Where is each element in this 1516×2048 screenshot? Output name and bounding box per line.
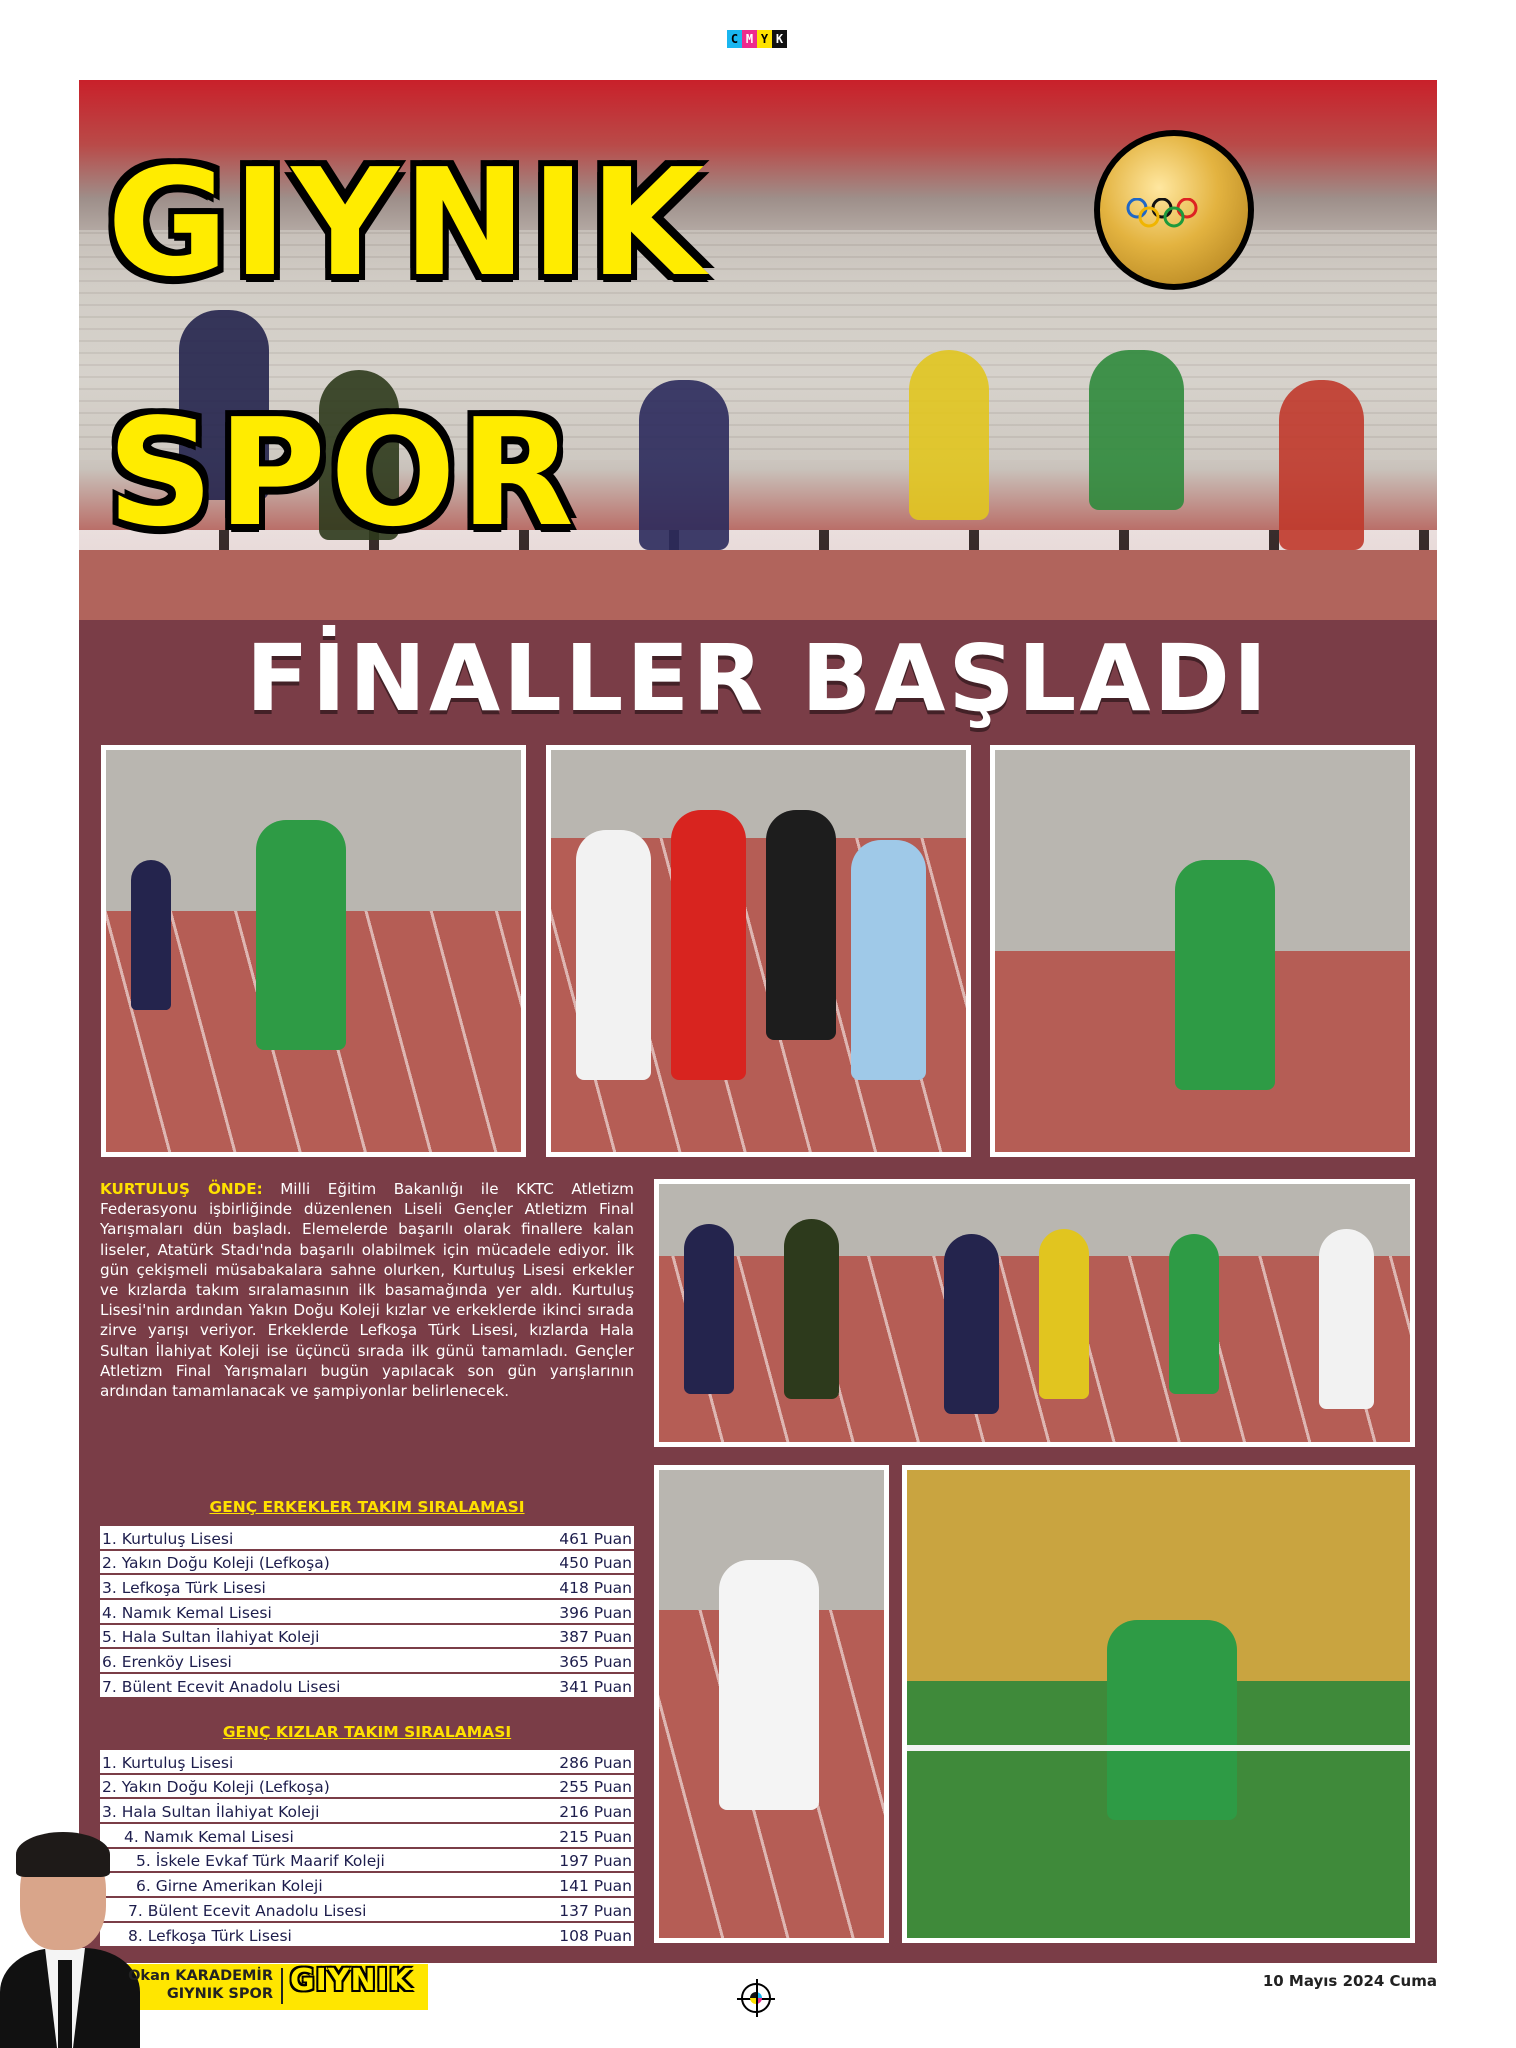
team-name: 4. Namık Kemal Lisesi: [102, 1603, 272, 1622]
team-name: 8. Lefkoşa Türk Lisesi: [128, 1926, 292, 1945]
headline: FİNALLER BAŞLADI: [245, 625, 1271, 732]
team-score: 286 Puan: [559, 1753, 632, 1772]
team-name: 4. Namık Kemal Lisesi: [124, 1827, 294, 1846]
table-row: [100, 1799, 634, 1824]
team-name: 1. Kurtuluş Lisesi: [102, 1529, 234, 1548]
photo-boys-sprint: [654, 1179, 1415, 1447]
registration-mark-icon: [741, 1983, 771, 2013]
boys-ranking-table: [100, 1526, 634, 1699]
article-lead: KURTULUŞ ÖNDE:: [100, 1180, 263, 1198]
table-row: [100, 1526, 634, 1551]
table-row: [100, 1849, 634, 1874]
team-score: 450 Puan: [559, 1554, 632, 1573]
issue-date: 10 Mayıs 2024 Cuma: [1262, 1972, 1437, 1990]
team-name: 2. Yakın Doğu Koleji (Lefkoşa): [102, 1778, 330, 1797]
team-score: 197 Puan: [559, 1852, 632, 1871]
table-row: [100, 1873, 634, 1898]
athlete-figure: [639, 380, 729, 550]
team-name: 7. Bülent Ecevit Anadolu Lisesi: [128, 1901, 367, 1920]
author-credit: [123, 1967, 273, 2003]
team-score: 215 Puan: [559, 1827, 632, 1846]
team-score: 255 Puan: [559, 1778, 632, 1797]
team-score: 418 Puan: [559, 1579, 632, 1598]
boys-ranking-title: GENÇ ERKEKLER TAKIM SIRALAMASI: [209, 1498, 525, 1516]
table-row: [100, 1898, 634, 1923]
team-score: 461 Puan: [559, 1529, 632, 1548]
cmyk-k: K: [772, 30, 787, 48]
team-name: 6. Girne Amerikan Koleji: [136, 1877, 323, 1896]
table-row: [100, 1551, 634, 1576]
team-score: 216 Puan: [559, 1803, 632, 1822]
sports-page: [79, 80, 1437, 1963]
photo-long-jump: [101, 745, 526, 1157]
team-name: 2. Yakın Doğu Koleji (Lefkoşa): [102, 1554, 330, 1573]
table-row: [100, 1775, 634, 1800]
article-text: [100, 1179, 634, 1401]
team-score: 341 Puan: [559, 1677, 632, 1696]
team-score: 108 Puan: [559, 1926, 632, 1945]
girls-ranking-table: [100, 1750, 634, 1948]
cmyk-y: Y: [757, 30, 772, 48]
footer-divider: [281, 1968, 283, 2004]
team-name: 5. Hala Sultan İlahiyat Koleji: [102, 1628, 320, 1647]
masthead-title: GIYNIK SPOR: [107, 137, 709, 559]
team-score: 396 Puan: [559, 1603, 632, 1622]
team-score: 365 Puan: [559, 1653, 632, 1672]
team-score: 141 Puan: [559, 1877, 632, 1896]
high-jump-bar: [907, 1745, 1410, 1751]
table-row: [100, 1600, 634, 1625]
girls-ranking-title: GENÇ KIZLAR TAKIM SIRALAMASI: [222, 1723, 512, 1741]
table-row: [100, 1649, 634, 1674]
table-row: [100, 1575, 634, 1600]
photo-high-jump: [902, 1465, 1415, 1943]
team-name: 3. Hala Sultan İlahiyat Koleji: [102, 1803, 320, 1822]
team-name: 7. Bülent Ecevit Anadolu Lisesi: [102, 1677, 341, 1696]
table-row: [100, 1625, 634, 1650]
author-portrait: [0, 1830, 140, 2048]
cmyk-m: M: [742, 30, 757, 48]
photo-javelin: [990, 745, 1415, 1157]
team-score: 137 Puan: [559, 1901, 632, 1920]
cmyk-registration-strip: [727, 30, 787, 48]
footer-logo: GIYNIK: [290, 1963, 414, 1998]
author-name: Okan KARADEMİR: [128, 1968, 273, 1984]
table-row: [100, 1674, 634, 1699]
table-row: [100, 1824, 634, 1849]
olympic-medal-icon: [1094, 130, 1254, 290]
team-name: 1. Kurtuluş Lisesi: [102, 1753, 234, 1772]
team-name: 5. İskele Evkaf Türk Maarif Koleji: [136, 1852, 385, 1871]
athlete-figure: [1089, 350, 1184, 510]
team-name: 3. Lefkoşa Türk Lisesi: [102, 1579, 266, 1598]
photo-girls-sprint: [546, 745, 971, 1157]
olympic-rings-icon: [1122, 198, 1232, 228]
photo-girl-long-jump: [654, 1465, 889, 1943]
athlete-figure: [1279, 380, 1364, 550]
table-row: [100, 1750, 634, 1775]
team-name: 6. Erenköy Lisesi: [102, 1653, 232, 1672]
cmyk-c: C: [727, 30, 742, 48]
table-row: [100, 1923, 634, 1948]
athlete-figure: [909, 350, 989, 520]
article-body: Milli Eğitim Bakanlığı ile KKTC Atletizm Federasyonu işbirliğinde düzenlenen Liseli Gençler Atletizm Final Yarışmaları dün başladı. Elemelerde başarılı olarak finallere kalan liseler, Atatürk Stadı'nda başarılı olabilmek için mücadele ediyor. İlk gün çekişmeli müsabakalara sahne olurken, Kurtuluş Lisesi erkekler ve kızlarda takım sıralamasının ilk basamağında yer aldı. Kurtuluş Lisesi'nin ardından Yakın Doğu Koleji kızlar ve erkeklerde ikinci sırada zirve yarışı veriyor. Erkeklerde Lefkoşa Türk Lisesi, kızlarda Hala Sultan İlahiyat Koleji ise üçüncü sırada ilk günü tamamladı. Gençler Atletizm Final Yarışmaları bugün yapılacak son gün yarışlarının ardından tamamlanacak ve şampiyonlar belirlenecek.: [100, 1180, 634, 1401]
author-section: GIYNIK SPOR: [166, 1986, 273, 2002]
team-score: 387 Puan: [559, 1628, 632, 1647]
